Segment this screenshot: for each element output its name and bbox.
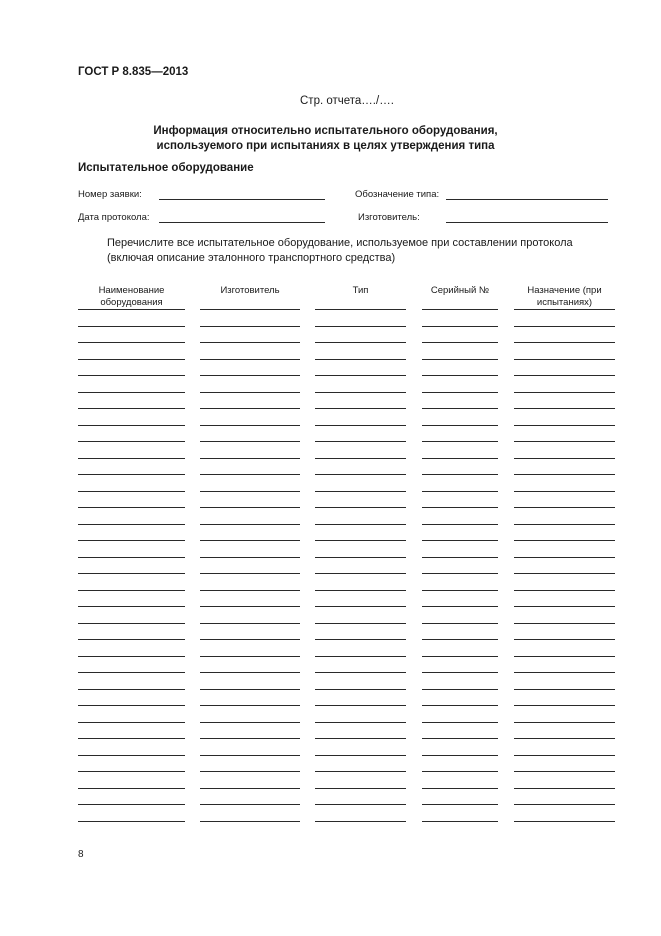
table-cell-line[interactable] [422, 656, 498, 657]
table-cell-line[interactable] [422, 326, 498, 327]
table-cell-line[interactable] [78, 722, 185, 723]
column-header-line: Назначение (при [527, 285, 602, 296]
table-cell-line[interactable] [514, 458, 615, 459]
table-cell-line[interactable] [422, 441, 498, 442]
table-cell-line[interactable] [514, 771, 615, 772]
table-cell-line[interactable] [200, 326, 300, 327]
table-cell-line[interactable] [315, 656, 406, 657]
table-cell-line[interactable] [200, 771, 300, 772]
table-cell-line[interactable] [422, 639, 498, 640]
table-cell-line[interactable] [514, 474, 615, 475]
table-cell-line[interactable] [422, 755, 498, 756]
column-header-manufacturer [200, 285, 300, 297]
page-number: 8 [78, 849, 84, 860]
column-header-line: испытаниях) [536, 297, 593, 308]
table-cell-line[interactable] [200, 689, 300, 690]
table-cell-line[interactable] [315, 821, 406, 822]
table-cell-line[interactable] [78, 458, 185, 459]
column-header-line: Серийный № [430, 285, 490, 296]
table-cell-line[interactable] [315, 672, 406, 673]
table-cell-line[interactable] [422, 425, 498, 426]
table-cell-line[interactable] [422, 375, 498, 376]
table-cell-line[interactable] [514, 689, 615, 690]
table-cell-line[interactable] [200, 738, 300, 739]
table-cell-line[interactable] [422, 573, 498, 574]
table-cell-line[interactable] [315, 359, 406, 360]
report-page-reference: Стр. отчета…./…. [300, 95, 394, 107]
table-cell-line[interactable] [514, 606, 615, 607]
table-cell-line[interactable] [200, 491, 300, 492]
column-header-line: Изготовитель [220, 285, 280, 296]
column-header-serial-number [422, 285, 498, 297]
table-cell-line[interactable] [514, 788, 615, 789]
table-cell-line[interactable] [78, 590, 185, 591]
table-cell-line[interactable] [315, 573, 406, 574]
table-cell-line[interactable] [200, 458, 300, 459]
table-cell-line[interactable] [78, 821, 185, 822]
table-cell-line[interactable] [514, 722, 615, 723]
application-number-field[interactable] [159, 199, 325, 200]
table-cell-line[interactable] [200, 804, 300, 805]
table-cell-line[interactable] [200, 639, 300, 640]
table-cell-line[interactable] [78, 392, 185, 393]
table-cell-line[interactable] [200, 507, 300, 508]
table-cell-line[interactable] [422, 804, 498, 805]
table-cell-line[interactable] [422, 623, 498, 624]
table-cell-line[interactable] [315, 804, 406, 805]
table-cell-line[interactable] [315, 540, 406, 541]
type-designation-label: Обозначение типа: [355, 189, 440, 200]
table-cell-line[interactable] [514, 821, 615, 822]
table-cell-line[interactable] [315, 425, 406, 426]
instructions [107, 236, 573, 266]
table-cell-line[interactable] [200, 408, 300, 409]
table-cell-line[interactable] [315, 722, 406, 723]
title-line-2: используемого при испытаниях в целях утверждения типа [156, 140, 495, 152]
table-cell-line[interactable] [422, 392, 498, 393]
column-header-equipment-name [78, 285, 185, 309]
table-cell-line[interactable] [78, 524, 185, 525]
table-cell-line[interactable] [422, 771, 498, 772]
table-cell-line[interactable] [315, 689, 406, 690]
table-cell-line[interactable] [422, 722, 498, 723]
table-cell-line[interactable] [422, 606, 498, 607]
table-cell-line[interactable] [200, 722, 300, 723]
standard-designation: ГОСТ Р 8.835—2013 [78, 66, 189, 78]
title-line-1: Информация относительно испытательного оборудования, [153, 125, 498, 137]
table-cell-line[interactable] [200, 524, 300, 525]
table-cell-line[interactable] [315, 375, 406, 376]
table-cell-line[interactable] [78, 491, 185, 492]
table-cell-line[interactable] [315, 342, 406, 343]
instructions-line-1: Перечислите все испытательное оборудование, используемое при составлении протокола [107, 237, 573, 249]
table-cell-line[interactable] [422, 359, 498, 360]
table-cell-line[interactable] [315, 458, 406, 459]
table-cell-line[interactable] [315, 606, 406, 607]
table-cell-line[interactable] [514, 375, 615, 376]
table-cell-line[interactable] [200, 821, 300, 822]
table-cell-line[interactable] [200, 359, 300, 360]
table-cell-line[interactable] [315, 557, 406, 558]
table-cell-line[interactable] [514, 804, 615, 805]
table-cell-line[interactable] [422, 590, 498, 591]
table-cell-line[interactable] [78, 788, 185, 789]
table-cell-line[interactable] [514, 656, 615, 657]
table-cell-line[interactable] [514, 408, 615, 409]
table-cell-line[interactable] [514, 326, 615, 327]
table-cell-line[interactable] [514, 425, 615, 426]
table-cell-line[interactable] [514, 672, 615, 673]
table-cell-line[interactable] [514, 623, 615, 624]
table-cell-line[interactable] [200, 441, 300, 442]
table-cell-line[interactable] [514, 738, 615, 739]
table-cell-line[interactable] [78, 342, 185, 343]
table-cell-line[interactable] [78, 408, 185, 409]
table-cell-line[interactable] [422, 408, 498, 409]
table-cell-line[interactable] [422, 524, 498, 525]
table-cell-line[interactable] [200, 392, 300, 393]
table-cell-line[interactable] [315, 326, 406, 327]
table-cell-line[interactable] [422, 557, 498, 558]
table-cell-line[interactable] [315, 392, 406, 393]
table-cell-line[interactable] [78, 474, 185, 475]
table-cell-line[interactable] [200, 656, 300, 657]
table-cell-line[interactable] [315, 491, 406, 492]
table-cell-line[interactable] [200, 788, 300, 789]
table-cell-line[interactable] [514, 755, 615, 756]
protocol-date-label: Дата протокола: [78, 212, 150, 223]
table-cell-line[interactable] [422, 821, 498, 822]
table-cell-line[interactable] [78, 359, 185, 360]
table-cell-line[interactable] [78, 441, 185, 442]
table-cell-line[interactable] [78, 804, 185, 805]
table-cell-line[interactable] [78, 672, 185, 673]
table-cell-line[interactable] [315, 771, 406, 772]
table-cell-line[interactable] [514, 441, 615, 442]
table-cell-line[interactable] [422, 689, 498, 690]
table-cell-line[interactable] [200, 375, 300, 376]
table-cell-line[interactable] [200, 425, 300, 426]
table-cell-line[interactable] [200, 309, 300, 310]
table-cell-line[interactable] [514, 705, 615, 706]
table-cell-line[interactable] [422, 458, 498, 459]
table-cell-line[interactable] [514, 507, 615, 508]
table-cell-line[interactable] [422, 540, 498, 541]
table-cell-line[interactable] [315, 524, 406, 525]
manufacturer-field[interactable] [446, 222, 608, 223]
table-cell-line[interactable] [514, 540, 615, 541]
table-cell-line[interactable] [78, 738, 185, 739]
instructions-line-2: (включая описание эталонного транспортного средства) [107, 252, 396, 264]
table-cell-line[interactable] [78, 375, 185, 376]
table-cell-line[interactable] [422, 507, 498, 508]
table-cell-line[interactable] [78, 606, 185, 607]
table-cell-line[interactable] [514, 524, 615, 525]
table-cell-line[interactable] [514, 573, 615, 574]
table-cell-line[interactable] [422, 491, 498, 492]
table-cell-line[interactable] [200, 474, 300, 475]
document-title [60, 124, 591, 154]
table-cell-line[interactable] [78, 623, 185, 624]
application-number-label: Номер заявки: [78, 189, 142, 200]
protocol-date-field[interactable] [159, 222, 325, 223]
table-cell-line[interactable] [422, 738, 498, 739]
table-cell-line[interactable] [200, 540, 300, 541]
table-cell-line[interactable] [422, 788, 498, 789]
table-cell-line[interactable] [315, 309, 406, 310]
table-cell-line[interactable] [514, 557, 615, 558]
table-cell-line[interactable] [78, 557, 185, 558]
table-cell-line[interactable] [200, 590, 300, 591]
column-header-line: Тип [352, 285, 369, 296]
table-cell-line[interactable] [315, 639, 406, 640]
table-cell-line[interactable] [78, 771, 185, 772]
type-designation-field[interactable] [446, 199, 608, 200]
table-cell-line[interactable] [514, 359, 615, 360]
table-cell-line[interactable] [200, 573, 300, 574]
table-cell-line[interactable] [514, 590, 615, 591]
column-header-purpose [514, 285, 615, 309]
table-cell-line[interactable] [315, 705, 406, 706]
table-cell-line[interactable] [78, 540, 185, 541]
table-cell-line[interactable] [78, 573, 185, 574]
table-cell-line[interactable] [315, 474, 406, 475]
table-cell-line[interactable] [422, 474, 498, 475]
table-cell-line[interactable] [200, 705, 300, 706]
table-cell-line[interactable] [78, 309, 185, 310]
table-cell-line[interactable] [200, 342, 300, 343]
table-cell-line[interactable] [200, 623, 300, 624]
table-cell-line[interactable] [514, 342, 615, 343]
column-header-line: Наименование [98, 285, 165, 296]
table-cell-line[interactable] [514, 491, 615, 492]
table-cell-line[interactable] [315, 408, 406, 409]
column-header-line: оборудования [100, 297, 163, 308]
table-cell-line[interactable] [78, 639, 185, 640]
table-cell-line[interactable] [78, 705, 185, 706]
table-cell-line[interactable] [315, 738, 406, 739]
table-cell-line[interactable] [315, 788, 406, 789]
column-header-type [315, 285, 406, 297]
table-cell-line[interactable] [514, 309, 615, 310]
table-cell-line[interactable] [514, 639, 615, 640]
table-cell-line[interactable] [422, 342, 498, 343]
table-cell-line[interactable] [78, 507, 185, 508]
table-cell-line[interactable] [200, 557, 300, 558]
table-cell-line[interactable] [514, 392, 615, 393]
table-cell-line[interactable] [78, 425, 185, 426]
table-cell-line[interactable] [315, 507, 406, 508]
table-cell-line[interactable] [422, 309, 498, 310]
table-cell-line[interactable] [315, 623, 406, 624]
table-cell-line[interactable] [422, 705, 498, 706]
table-cell-line[interactable] [78, 656, 185, 657]
table-cell-line[interactable] [315, 590, 406, 591]
section-heading: Испытательное оборудование [78, 162, 254, 174]
table-cell-line[interactable] [315, 755, 406, 756]
table-cell-line[interactable] [200, 606, 300, 607]
manufacturer-label: Изготовитель: [358, 212, 420, 223]
table-cell-line[interactable] [78, 326, 185, 327]
table-cell-line[interactable] [200, 755, 300, 756]
table-cell-line[interactable] [315, 441, 406, 442]
table-cell-line[interactable] [78, 689, 185, 690]
table-cell-line[interactable] [422, 672, 498, 673]
table-cell-line[interactable] [78, 755, 185, 756]
table-cell-line[interactable] [200, 672, 300, 673]
